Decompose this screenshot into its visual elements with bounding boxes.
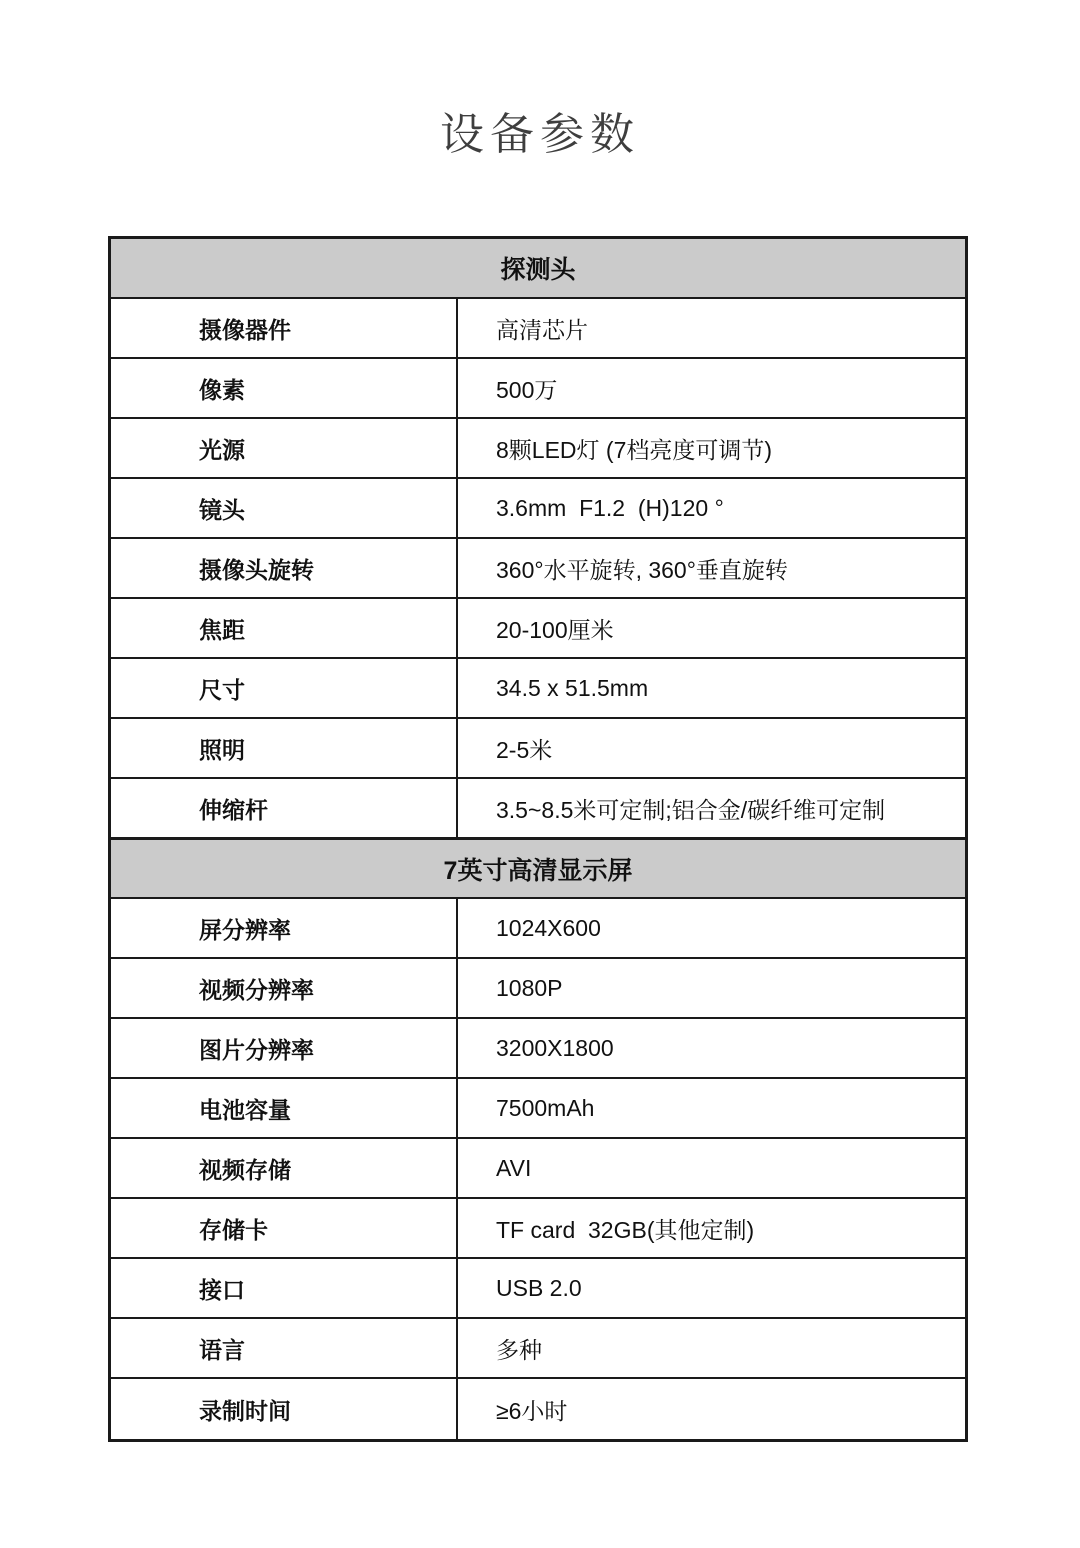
spec-row	[111, 479, 965, 539]
spec-label: 焦距	[199, 616, 245, 643]
spec-row	[111, 1259, 965, 1319]
spec-table	[108, 236, 968, 1442]
section-rows	[111, 299, 965, 839]
spec-value: USB 2.0	[456, 1259, 965, 1317]
spec-row	[111, 1139, 965, 1199]
spec-value: 500万	[456, 359, 965, 417]
spec-row	[111, 1079, 965, 1139]
spec-row	[111, 419, 965, 479]
page-title: 设备参数	[440, 110, 640, 159]
spec-label: 视频分辨率	[199, 976, 314, 1003]
spec-label: 摄像头旋转	[199, 556, 314, 583]
spec-value: 7500mAh	[456, 1079, 965, 1137]
spec-label: 语言	[199, 1336, 245, 1363]
spec-row	[111, 899, 965, 959]
spec-value: TF card 32GB(其他定制)	[456, 1199, 965, 1257]
spec-value: 多种	[456, 1319, 965, 1377]
spec-row	[111, 539, 965, 599]
spec-value: 8颗LED灯 (7档亮度可调节)	[456, 419, 965, 477]
spec-label: 摄像器件	[199, 316, 291, 343]
spec-row	[111, 1379, 965, 1439]
spec-value: 3.6mm F1.2 (H)120 °	[456, 479, 965, 537]
spec-row	[111, 1319, 965, 1379]
section-header	[111, 839, 965, 899]
spec-label: 屏分辨率	[199, 916, 291, 943]
spec-row	[111, 659, 965, 719]
spec-value: 2-5米	[456, 719, 965, 777]
spec-label: 电池容量	[199, 1096, 291, 1123]
section-header-label: 7英寸高清显示屏	[443, 856, 633, 885]
spec-label: 光源	[199, 436, 245, 463]
spec-label: 视频存储	[199, 1156, 291, 1183]
spec-label: 伸缩杆	[199, 796, 268, 823]
spec-row	[111, 779, 965, 839]
spec-value: 3200X1800	[456, 1019, 965, 1077]
spec-value: 360°水平旋转, 360°垂直旋转	[456, 539, 965, 597]
spec-section	[111, 239, 965, 839]
section-header	[111, 239, 965, 299]
spec-value: 1024X600	[456, 899, 965, 957]
spec-row	[111, 1199, 965, 1259]
spec-value: 34.5 x 51.5mm	[456, 659, 965, 717]
spec-label: 存储卡	[199, 1216, 268, 1243]
spec-label: 像素	[199, 376, 245, 403]
spec-label: 尺寸	[199, 676, 245, 703]
spec-row	[111, 959, 965, 1019]
spec-value: 20-100厘米	[456, 599, 965, 657]
spec-label: 图片分辨率	[199, 1036, 314, 1063]
spec-row	[111, 359, 965, 419]
spec-value: AVI	[456, 1139, 965, 1197]
section-rows	[111, 899, 965, 1439]
spec-value: 1080P	[456, 959, 965, 1017]
spec-row	[111, 299, 965, 359]
spec-label: 镜头	[199, 496, 245, 523]
spec-row	[111, 1019, 965, 1079]
spec-row	[111, 719, 965, 779]
spec-label: 照明	[199, 736, 245, 763]
spec-section	[111, 839, 965, 1439]
spec-value: ≥6小时	[456, 1379, 965, 1439]
spec-value: 高清芯片	[456, 299, 965, 357]
spec-value: 3.5~8.5米可定制;铝合金/碳纤维可定制	[456, 779, 965, 837]
section-header-label: 探测头	[500, 256, 576, 284]
spec-label: 录制时间	[199, 1397, 291, 1424]
spec-row	[111, 599, 965, 659]
spec-label: 接口	[199, 1276, 245, 1303]
